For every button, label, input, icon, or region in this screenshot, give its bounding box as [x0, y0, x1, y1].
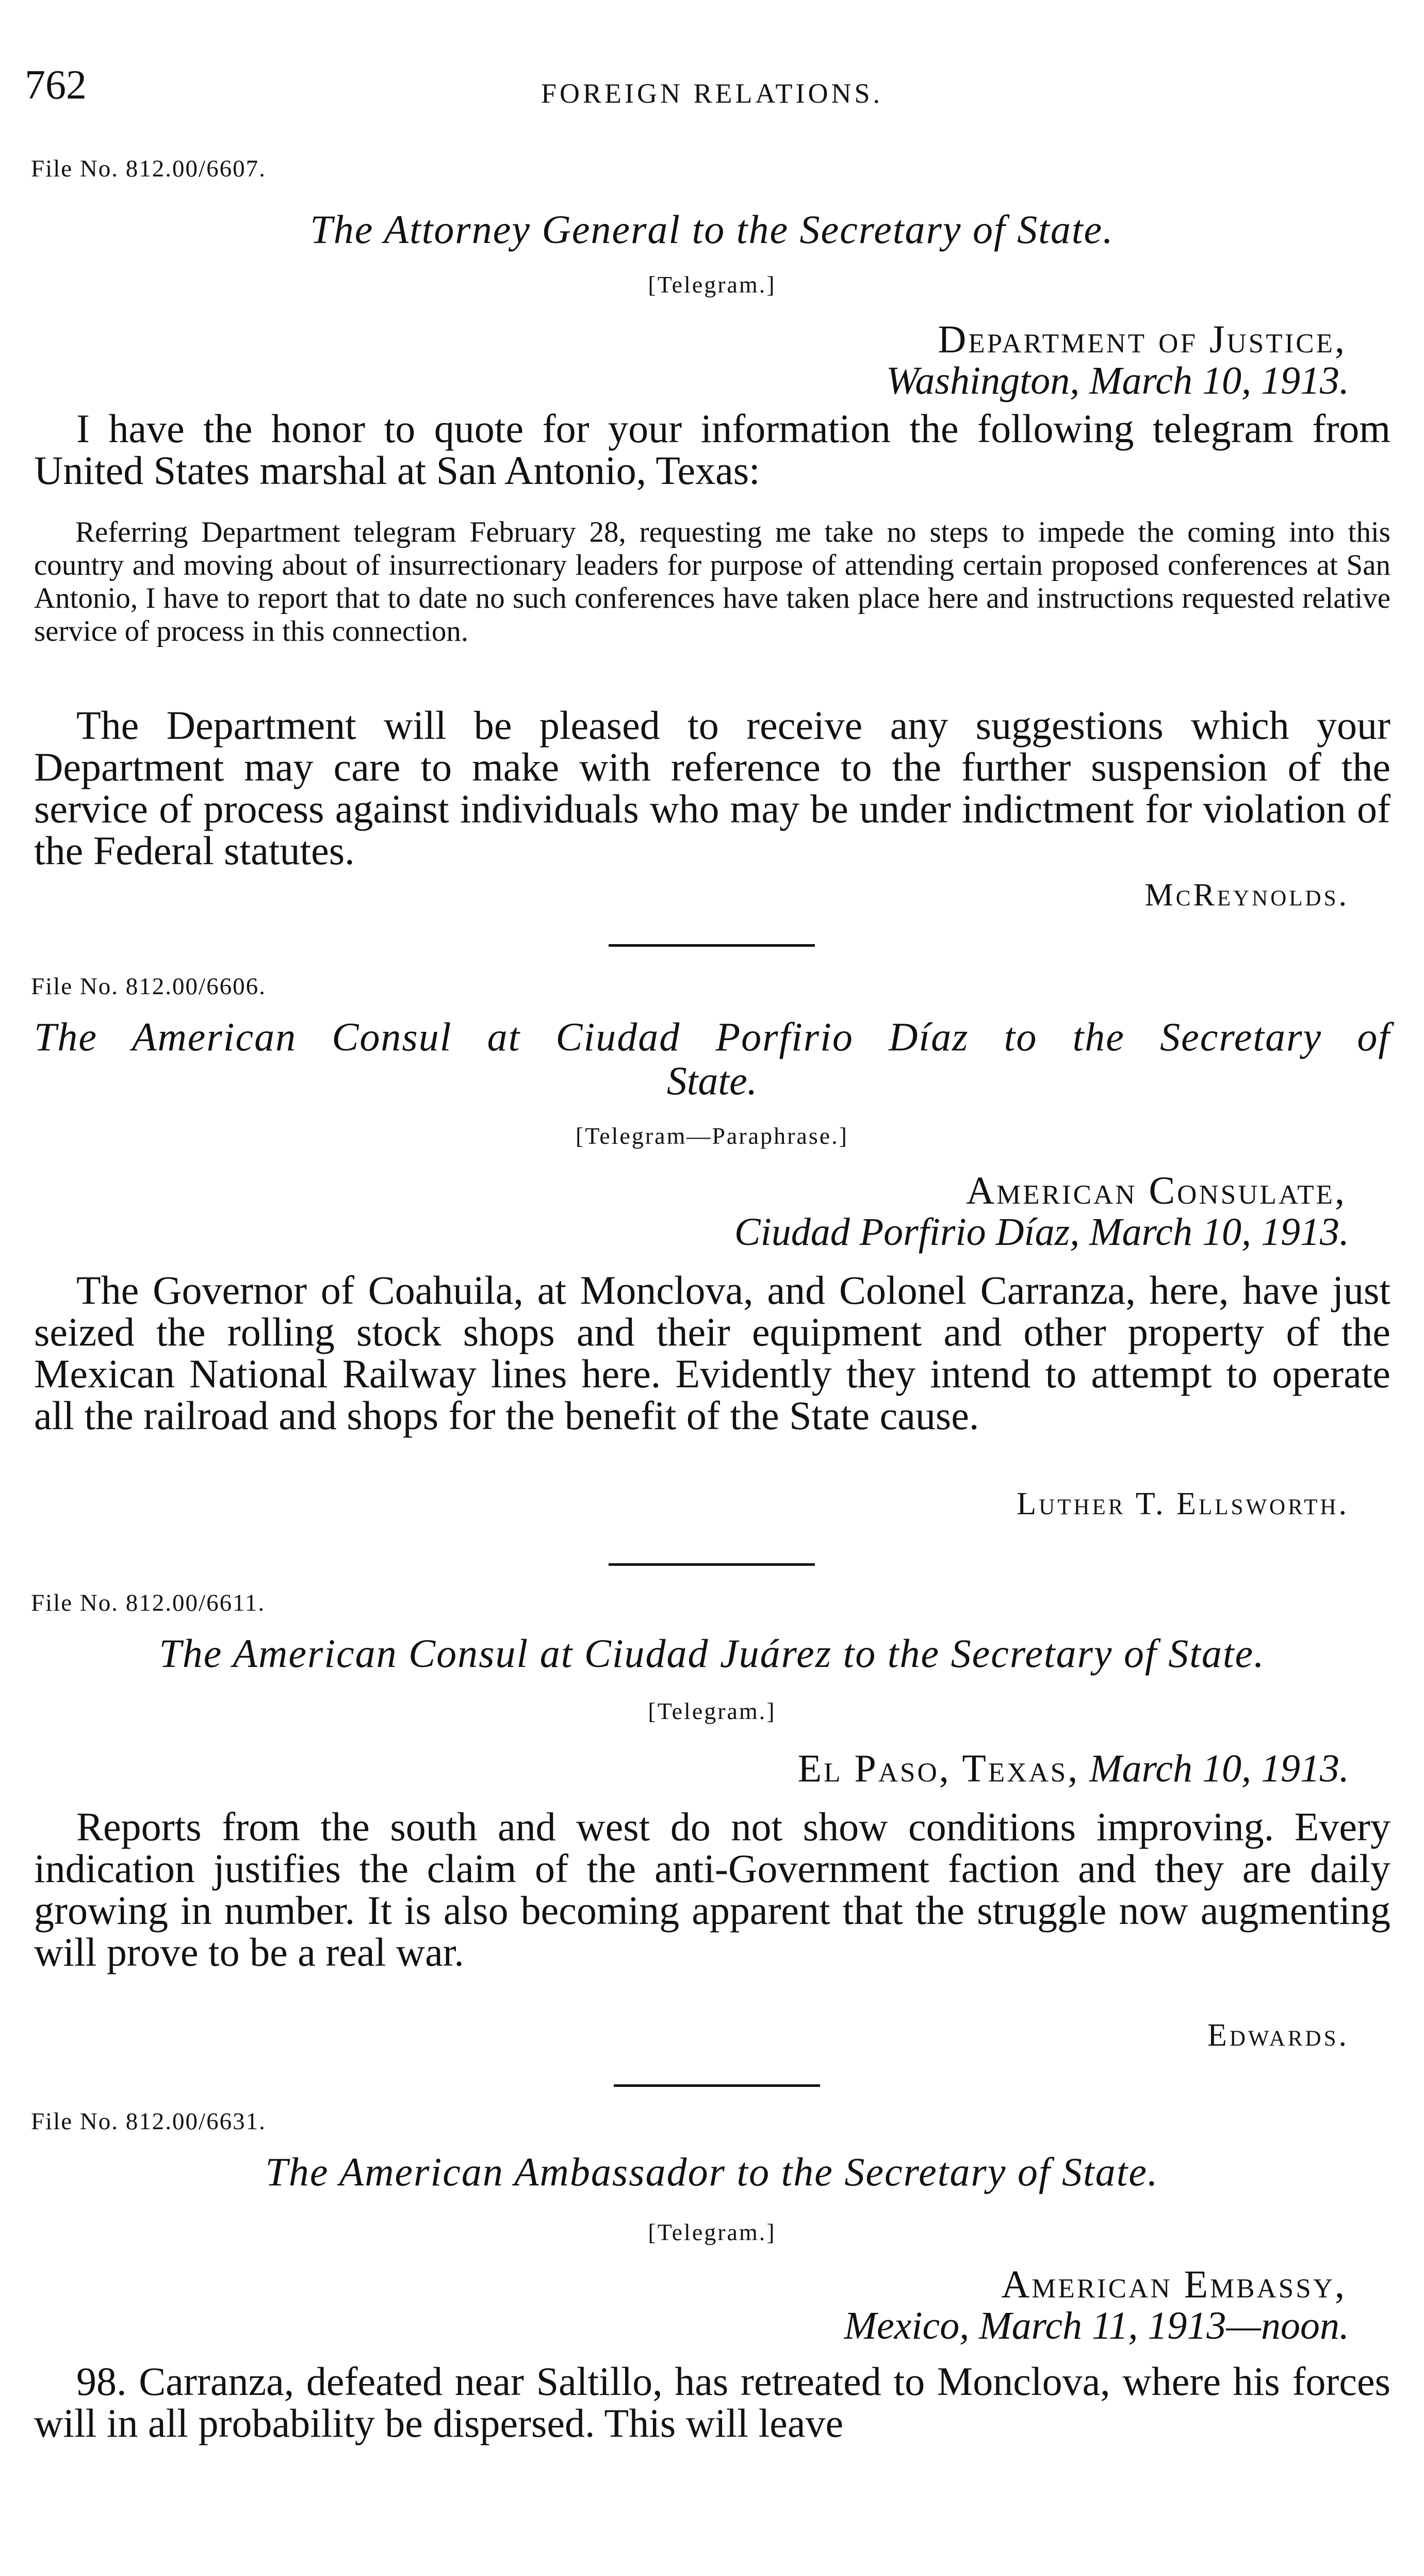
body-paragraph: The Department will be pleased to receive any suggestions which your Department may care to make with reference to the further suspension of the service of process against individuals who may be under indictment for violation of the Federal statutes.	[34, 703, 1390, 873]
document-title: The American Consul at Ciudad Porfirio Díaz to the Secretary of	[34, 1014, 1390, 1059]
page-number: 762	[25, 62, 87, 108]
document-type: [Telegram.]	[648, 1698, 776, 1724]
dateline: Ciudad Porfirio Díaz, March 10, 1913.	[734, 1210, 1349, 1254]
sender-place: El Paso, Texas,	[797, 1747, 1080, 1790]
running-head: FOREIGN RELATIONS.	[541, 78, 883, 109]
section-divider	[614, 2084, 820, 2087]
signature: McReynolds.	[1144, 878, 1349, 913]
document-title: The Attorney General to the Secretary of State.	[310, 207, 1114, 252]
section-divider	[609, 944, 815, 947]
date: March 10, 1913.	[1089, 1747, 1349, 1790]
signature: Luther T. Ellsworth.	[1017, 1486, 1349, 1521]
document-type: [Telegram.]	[648, 271, 776, 298]
file-number: File No. 812.00/6607.	[31, 155, 266, 182]
document-title: The American Consul at Ciudad Juárez to the Secretary of State.	[159, 1631, 1265, 1676]
document-type: [Telegram.]	[648, 2219, 776, 2245]
dateline: Mexico, March 11, 1913—noon.	[844, 2304, 1349, 2347]
document-title-continuation: State.	[666, 1058, 758, 1103]
document-title: The American Ambassador to the Secretary of State.	[265, 2149, 1159, 2194]
body-paragraph: I have the honor to quote for your information the following telegram from United States marshal at San Antonio, Texas:	[34, 406, 1390, 493]
sender-place: American Consulate,	[966, 1169, 1347, 1212]
document-type: [Telegram—Paraphrase.]	[576, 1123, 848, 1149]
section-divider	[609, 1563, 815, 1566]
dateline: Washington, March 10, 1913.	[886, 359, 1349, 402]
sender-place: Department of Justice,	[938, 318, 1347, 361]
signature: Edwards.	[1207, 2018, 1349, 2053]
body-paragraph: 98. Carranza, defeated near Saltillo, has retreated to Monclova, where his forces will in all probability be dispersed. This will leave	[34, 2359, 1390, 2445]
file-number: File No. 812.00/6606.	[31, 973, 266, 1000]
file-number: File No. 812.00/6631.	[31, 2108, 266, 2135]
dateline	[798, 1746, 1349, 1791]
body-paragraph: Reports from the south and west do not show conditions improving. Every indication justifies the claim of the anti-Government faction and they are daily growing in number. It is also becoming apparent that the struggle now augmenting will prove to be a real war.	[34, 1804, 1390, 1974]
sender-place: American Embassy,	[1001, 2263, 1347, 2306]
body-paragraph: The Governor of Coahuila, at Monclova, and Colonel Carranza, here, have just seized the rolling stock shops and their equipment and other property of the Mexican National Railway lines here. Evidently they intend to attempt to operate all the railroad and shops for the benefit of the State cause.	[34, 1268, 1390, 1438]
quoted-telegram: Referring Department telegram February 28, requesting me take no steps to impede the coming into this country and moving about of insurrectionary leaders for purpose of attending certain proposed conferences at San Antonio, I have to report that to date no such conferences have taken place here and instructions requested relative service of process in this connection.	[34, 516, 1390, 647]
file-number: File No. 812.00/6611.	[31, 1590, 266, 1616]
